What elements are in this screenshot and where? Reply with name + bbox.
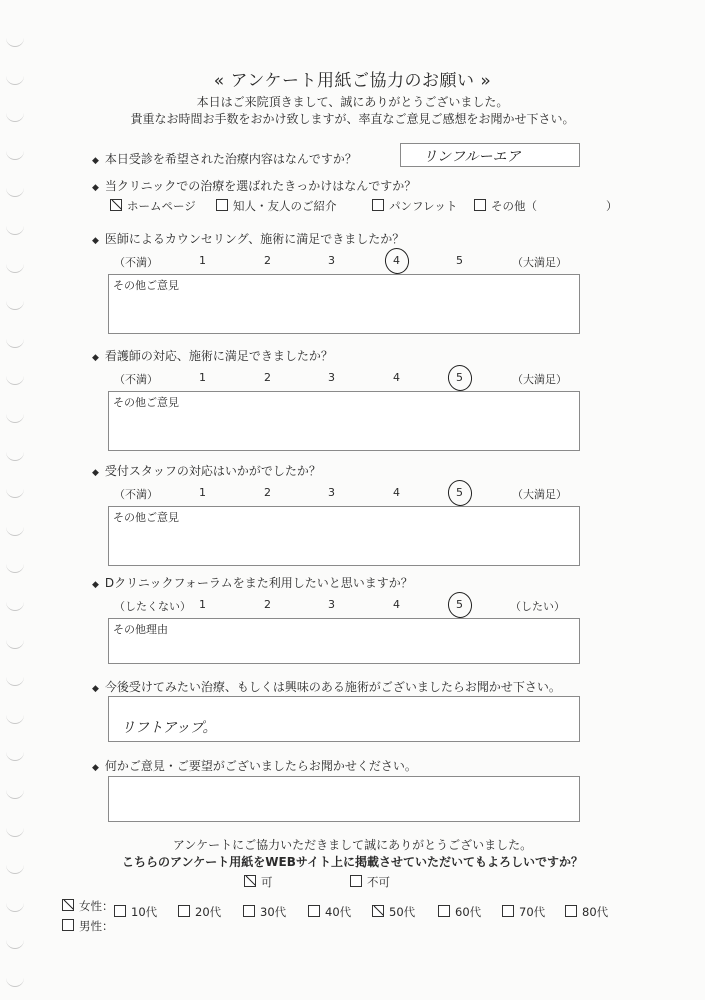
scale-low-label: （不満） xyxy=(114,256,158,269)
comment-box-label: その他理由 xyxy=(113,623,168,636)
binder-hole xyxy=(6,262,24,273)
rating-question-text: ◆ Dクリニックフォーラムをまた利用したいと思いますか？ xyxy=(92,576,413,590)
scale-option[interactable]: 1 xyxy=(199,254,206,267)
binder-hole xyxy=(6,600,24,611)
scale-option[interactable]: 1 xyxy=(199,371,206,384)
q7-question: ◆ 今後受けてみたい治療、もしくは興味のある施術がございましたらお聞かせ下さい。 xyxy=(92,680,561,694)
checkbox-icon[interactable] xyxy=(243,905,255,917)
checkbox-icon[interactable] xyxy=(372,905,384,917)
comment-box[interactable] xyxy=(108,391,580,451)
age-option[interactable]: 10代 xyxy=(114,904,157,920)
q2-option-homepage[interactable]: ホームページ xyxy=(110,198,196,214)
q7-answer-box[interactable] xyxy=(108,696,580,742)
q1-answer-text: リンフルーエア xyxy=(423,149,521,165)
closing-thanks: アンケートにご協力いただきまして誠にありがとうございました。 xyxy=(172,838,533,852)
scale-high-label: （したい） xyxy=(510,600,565,613)
binder-hole xyxy=(6,750,24,761)
q2-other-close: ） xyxy=(606,199,618,213)
intro-line-1: 本日はご来院頂きまして、誠にありがとうございました。 xyxy=(196,95,509,109)
binder-hole xyxy=(6,901,24,912)
q8-question: ◆ 何かご意見・ご要望がございましたらお聞かせください。 xyxy=(92,759,417,773)
checkbox-icon[interactable] xyxy=(565,905,577,917)
permission-yes[interactable]: 可 xyxy=(244,874,273,890)
scale-option[interactable]: 5 xyxy=(456,486,463,499)
scale-option[interactable]: 3 xyxy=(328,371,335,384)
scale-option[interactable]: 4 xyxy=(393,598,400,611)
comment-box-label: その他ご意見 xyxy=(113,511,179,524)
binder-hole xyxy=(6,149,24,160)
scale-high-label: （大満足） xyxy=(512,488,567,501)
gender-male[interactable]: 男性： xyxy=(62,918,114,934)
scale-high-label: （大満足） xyxy=(512,373,567,386)
rating-question-text: ◆ 医師によるカウンセリング、施術に満足できましたか？ xyxy=(92,232,405,246)
checkbox-icon[interactable] xyxy=(244,875,256,887)
scale-option[interactable]: 3 xyxy=(328,254,335,267)
binder-hole xyxy=(6,186,24,197)
selected-circle-mark xyxy=(446,478,475,508)
binder-hole xyxy=(6,487,24,498)
age-option[interactable]: 80代 xyxy=(565,904,608,920)
binder-hole xyxy=(6,675,24,686)
scale-option[interactable]: 1 xyxy=(199,486,206,499)
scale-high-label: （大満足） xyxy=(512,256,567,269)
age-option[interactable]: 30代 xyxy=(243,904,286,920)
diamond-icon: ◆ xyxy=(92,156,99,166)
checkbox-icon[interactable] xyxy=(178,905,190,917)
q2-option-other[interactable]: その他（ xyxy=(474,198,537,214)
binder-hole xyxy=(6,450,24,461)
checkbox-icon[interactable] xyxy=(350,875,362,887)
binder-hole xyxy=(6,412,24,423)
comment-box[interactable] xyxy=(108,506,580,566)
q2-option-pamphlet[interactable]: パンフレット xyxy=(372,198,457,214)
scale-option[interactable]: 4 xyxy=(393,486,400,499)
scale-low-label: （したくない） xyxy=(114,600,191,613)
checkbox-icon[interactable] xyxy=(110,199,122,211)
binder-hole xyxy=(6,36,24,47)
comment-box[interactable] xyxy=(108,618,580,664)
scale-option[interactable]: 3 xyxy=(328,598,335,611)
diamond-icon: ◆ xyxy=(92,763,99,773)
permission-no[interactable]: 不可 xyxy=(350,874,390,890)
q7-answer-text: リフトアップ。 xyxy=(121,720,217,736)
checkbox-icon[interactable] xyxy=(216,199,228,211)
q2-option-referral[interactable]: 知人・友人のご紹介 xyxy=(216,198,337,214)
rating-question-text: ◆ 受付スタッフの対応はいかがでしたか？ xyxy=(92,464,321,478)
scale-option[interactable]: 2 xyxy=(264,598,271,611)
diamond-icon: ◆ xyxy=(92,183,99,193)
checkbox-icon[interactable] xyxy=(502,905,514,917)
scale-option[interactable]: 2 xyxy=(264,371,271,384)
q8-answer-box[interactable] xyxy=(108,776,580,822)
scale-option[interactable]: 3 xyxy=(328,486,335,499)
age-option[interactable]: 50代 xyxy=(372,904,415,920)
rating-question-text: ◆ 看護師の対応、施術に満足できましたか？ xyxy=(92,349,333,363)
page-title: « アンケート用紙ご協力のお願い » xyxy=(213,71,492,91)
selected-circle-mark xyxy=(383,246,412,276)
age-option[interactable]: 20代 xyxy=(178,904,221,920)
binder-hole xyxy=(6,713,24,724)
scale-option[interactable]: 5 xyxy=(456,254,463,267)
comment-box-label: その他ご意見 xyxy=(113,279,179,292)
scale-option[interactable]: 2 xyxy=(264,486,271,499)
diamond-icon: ◆ xyxy=(92,353,99,363)
diamond-icon: ◆ xyxy=(92,236,99,246)
scale-option[interactable]: 4 xyxy=(393,254,400,267)
scale-option[interactable]: 5 xyxy=(456,371,463,384)
age-option[interactable]: 70代 xyxy=(502,904,545,920)
binder-hole xyxy=(6,562,24,573)
selected-circle-mark xyxy=(446,590,475,620)
binder-hole xyxy=(6,638,24,649)
scale-option[interactable]: 2 xyxy=(264,254,271,267)
checkbox-icon[interactable] xyxy=(114,905,126,917)
diamond-icon: ◆ xyxy=(92,684,99,694)
intro-line-2: 貴重なお時間お手数をおかけ致しますが、率直なご意見ご感想をお聞かせ下さい。 xyxy=(130,112,575,126)
scale-option[interactable]: 5 xyxy=(456,598,463,611)
scale-option[interactable]: 1 xyxy=(199,598,206,611)
age-option[interactable]: 40代 xyxy=(308,904,351,920)
closing-permission: こちらのアンケート用紙をWEBサイト上に掲載させていただいてもよろしいですか？ xyxy=(121,855,584,869)
gender-female[interactable]: 女性： xyxy=(62,898,114,914)
scale-option[interactable]: 4 xyxy=(393,371,400,384)
binder-hole xyxy=(6,525,24,536)
binder-hole xyxy=(6,224,24,235)
q1-answer-field[interactable] xyxy=(400,143,580,167)
selected-circle-mark xyxy=(446,363,475,393)
binder-hole xyxy=(6,826,24,837)
age-option[interactable]: 60代 xyxy=(438,904,481,920)
checkbox-icon[interactable] xyxy=(62,899,74,911)
scale-low-label: （不満） xyxy=(114,488,158,501)
q1-question: ◆ 本日受診を希望された治療内容はなんですか？ xyxy=(92,152,357,166)
checkbox-icon[interactable] xyxy=(372,199,384,211)
diamond-icon: ◆ xyxy=(92,468,99,478)
comment-box[interactable] xyxy=(108,274,580,334)
diamond-icon: ◆ xyxy=(92,580,99,590)
q2-question: ◆ 当クリニックでの治療を選ばれたきっかけはなんですか？ xyxy=(92,179,417,193)
binder-hole xyxy=(6,299,24,310)
checkbox-icon[interactable] xyxy=(438,905,450,917)
binder-hole xyxy=(6,976,24,987)
scale-low-label: （不満） xyxy=(114,373,158,386)
checkbox-icon[interactable] xyxy=(308,905,320,917)
binder-hole xyxy=(6,938,24,949)
binder-hole xyxy=(6,337,24,348)
checkbox-icon[interactable] xyxy=(62,919,74,931)
comment-box-label: その他ご意見 xyxy=(113,396,179,409)
binder-hole xyxy=(6,788,24,799)
binder-hole xyxy=(6,374,24,385)
checkbox-icon[interactable] xyxy=(474,199,486,211)
